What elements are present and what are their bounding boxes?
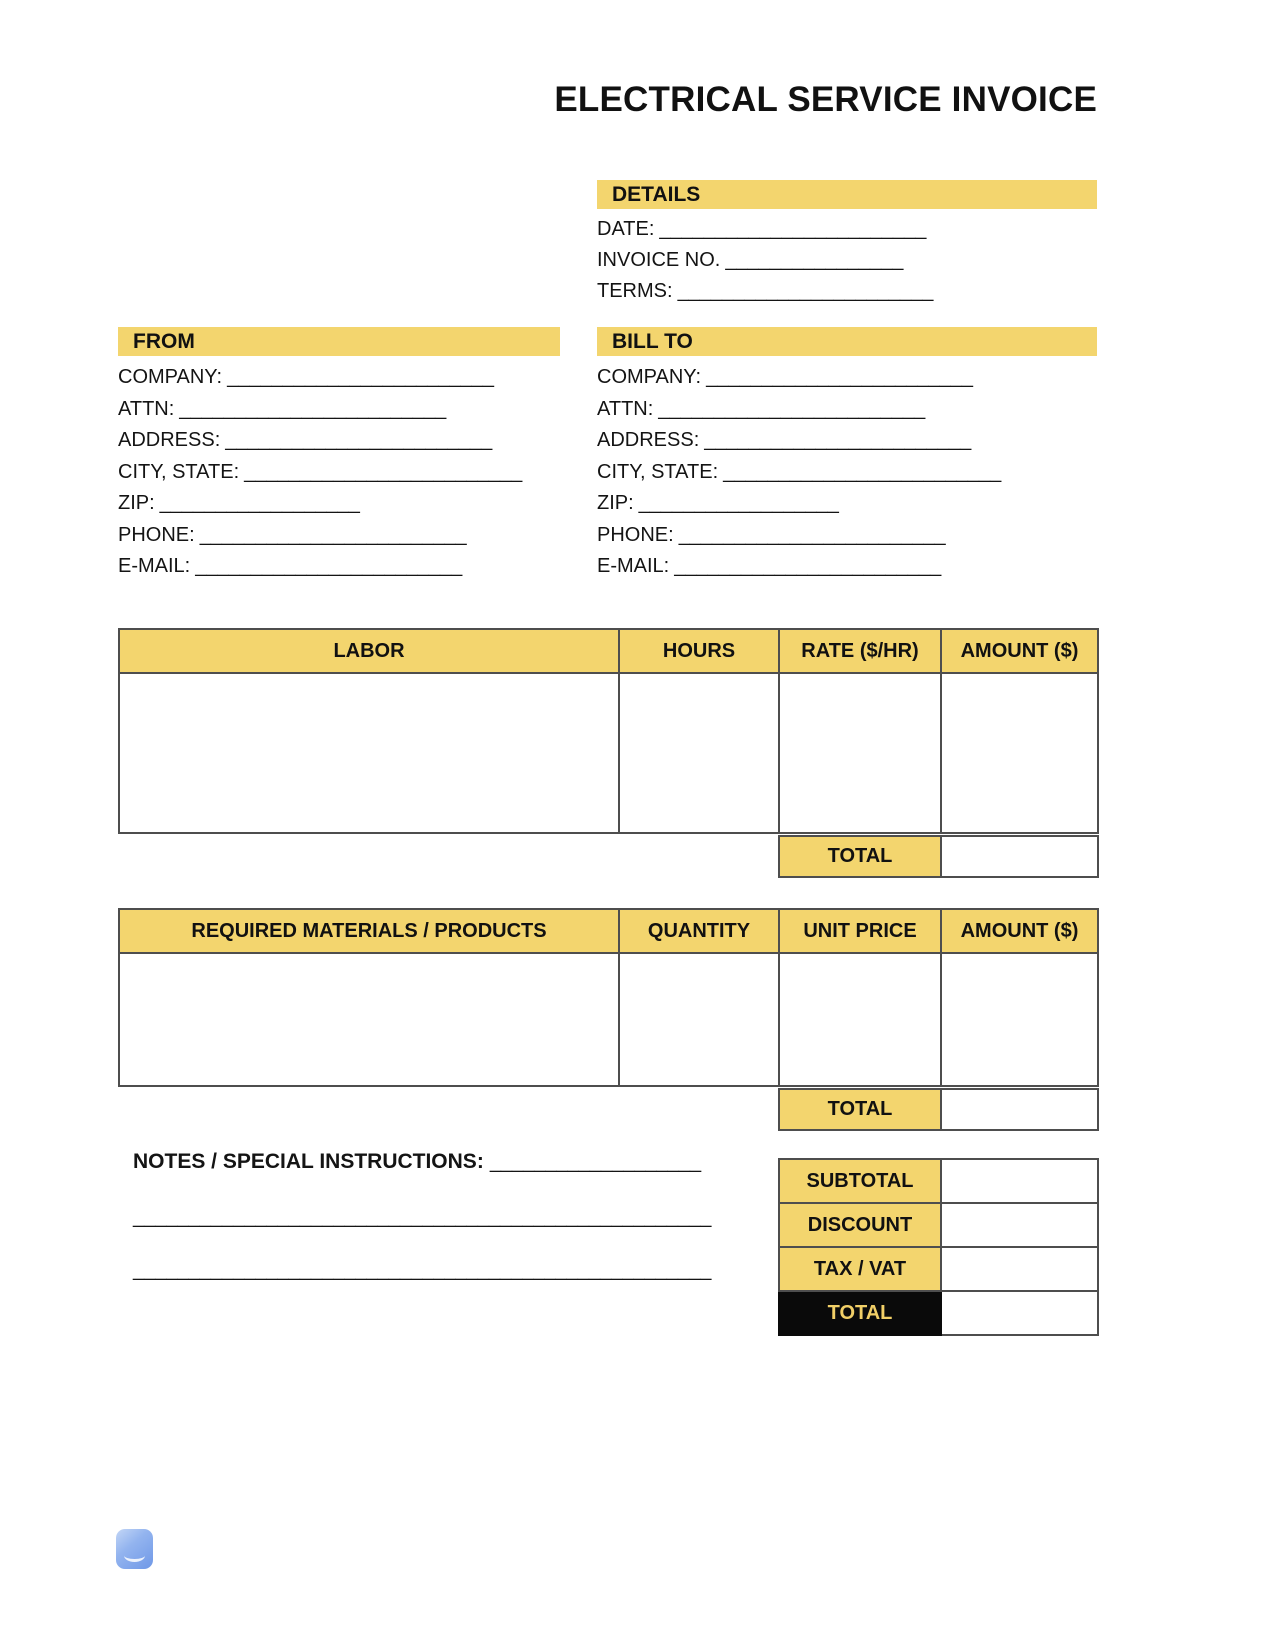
grand-total-value — [941, 1291, 1098, 1335]
amount-cell — [941, 953, 1098, 1086]
field-phone — [597, 520, 1097, 552]
materials-header-row — [119, 909, 1098, 953]
field-blank-line: ________________________ — [199, 523, 467, 546]
labor-total-value — [941, 836, 1098, 877]
field-blank-line: ________________________ — [674, 555, 942, 577]
field-blank-line: ________________________ — [704, 429, 972, 451]
field-blank-line: ________________________ — [227, 366, 495, 388]
notes-blank-line: ____________________________________________________ — [133, 1259, 712, 1281]
quantity-col-header: QUANTITY — [619, 909, 779, 953]
summary-row-discount — [779, 1203, 1098, 1247]
bill-to-header: BILL TO — [597, 327, 1097, 356]
field-attn — [597, 394, 1097, 426]
field-city-state — [597, 457, 1097, 489]
labor-table — [118, 628, 1099, 834]
hours-cell — [619, 673, 779, 833]
field-blank-line: _________________________ — [723, 460, 1002, 483]
bill-to-fields — [597, 362, 1097, 583]
from-section — [118, 327, 560, 583]
subtotal-label: SUBTOTAL — [779, 1159, 941, 1203]
notes-section — [133, 1150, 733, 1174]
discount-value — [941, 1203, 1098, 1247]
notes-blank-line: ___________________ — [489, 1151, 702, 1173]
amount-col-header: AMOUNT ($) — [941, 629, 1098, 673]
summary-table — [778, 1158, 1099, 1336]
field-zip — [597, 488, 1097, 520]
field-blank-line: ________________________ — [225, 429, 493, 451]
unit-price-cell — [779, 953, 941, 1086]
table-row — [119, 673, 1098, 833]
field-phone — [118, 520, 560, 552]
field-blank-line: ________________________ — [195, 555, 463, 577]
field-label: COMPANY: — [118, 366, 223, 388]
field-label: ZIP: — [118, 492, 155, 514]
field-company — [597, 362, 1097, 394]
from-fields — [118, 362, 560, 583]
field-company — [118, 362, 560, 394]
field-blank-line: __________________ — [159, 492, 360, 514]
unit-price-col-header: UNIT PRICE — [779, 909, 941, 953]
materials-total-row — [778, 1088, 1099, 1131]
field-label: ADDRESS: — [597, 429, 700, 451]
discount-label: DISCOUNT — [779, 1203, 941, 1247]
field-email — [597, 551, 1097, 583]
invoice-maker-logo-icon — [116, 1529, 153, 1569]
amount-col-header: AMOUNT ($) — [941, 909, 1098, 953]
field-invoice-no — [597, 245, 1097, 276]
field-zip — [118, 488, 560, 520]
labor-col-header: LABOR — [119, 629, 619, 673]
field-label: INVOICE NO. — [597, 249, 721, 271]
tax-vat-label: TAX / VAT — [779, 1247, 941, 1291]
subtotal-value — [941, 1159, 1098, 1203]
materials-table — [118, 908, 1099, 1087]
field-blank-line: ________________________ — [659, 218, 927, 240]
amount-cell — [941, 673, 1098, 833]
labor-cell — [119, 673, 619, 833]
field-label: ADDRESS: — [118, 429, 221, 451]
summary-row-total — [779, 1291, 1098, 1335]
field-blank-line: ________________ — [725, 249, 904, 271]
field-label: DATE: — [597, 218, 655, 240]
field-city-state — [118, 457, 560, 489]
materials-col-header: REQUIRED MATERIALS / PRODUCTS — [119, 909, 619, 953]
field-label: E-MAIL: — [597, 555, 670, 577]
field-label: E-MAIL: — [118, 555, 191, 577]
field-email — [118, 551, 560, 583]
hours-col-header: HOURS — [619, 629, 779, 673]
rate-col-header: RATE ($/HR) — [779, 629, 941, 673]
field-address — [118, 425, 560, 457]
table-row — [119, 953, 1098, 1086]
page-title: ELECTRICAL SERVICE INVOICE — [554, 80, 1097, 119]
field-label: CITY, STATE: — [597, 460, 719, 483]
field-blank-line: ________________________ — [179, 397, 447, 420]
field-terms — [597, 276, 1097, 307]
materials-total-value — [941, 1089, 1098, 1130]
field-blank-line: ________________________ — [658, 397, 926, 420]
labor-total-label: TOTAL — [779, 836, 941, 877]
field-label: COMPANY: — [597, 366, 702, 388]
field-blank-line: _________________________ — [244, 460, 523, 483]
labor-header-row — [119, 629, 1098, 673]
field-label: ZIP: — [597, 492, 634, 514]
field-attn — [118, 394, 560, 426]
details-header: DETAILS — [597, 180, 1097, 209]
field-label: ATTN: — [597, 397, 654, 420]
bill-to-section — [597, 327, 1097, 583]
from-header: FROM — [118, 327, 560, 356]
tax-vat-value — [941, 1247, 1098, 1291]
details-section — [597, 180, 1097, 307]
grand-total-label: TOTAL — [779, 1291, 941, 1335]
field-label: ATTN: — [118, 397, 175, 420]
details-fields — [597, 214, 1097, 307]
field-blank-line: ________________________ — [706, 366, 974, 388]
field-blank-line: _______________________ — [677, 280, 934, 302]
notes-label: NOTES / SPECIAL INSTRUCTIONS: — [133, 1150, 484, 1173]
materials-total-label: TOTAL — [779, 1089, 941, 1130]
quantity-cell — [619, 953, 779, 1086]
field-label: TERMS: — [597, 280, 673, 302]
field-address — [597, 425, 1097, 457]
summary-row-tax — [779, 1247, 1098, 1291]
item-cell — [119, 953, 619, 1086]
field-label: CITY, STATE: — [118, 460, 240, 483]
rate-cell — [779, 673, 941, 833]
field-label: PHONE: — [597, 523, 674, 546]
field-date — [597, 214, 1097, 245]
field-blank-line: ________________________ — [678, 523, 946, 546]
labor-total-row — [778, 835, 1099, 878]
field-blank-line: __________________ — [638, 492, 839, 514]
summary-row-subtotal — [779, 1159, 1098, 1203]
field-label: PHONE: — [118, 523, 195, 546]
notes-blank-line: ____________________________________________________ — [133, 1206, 712, 1228]
